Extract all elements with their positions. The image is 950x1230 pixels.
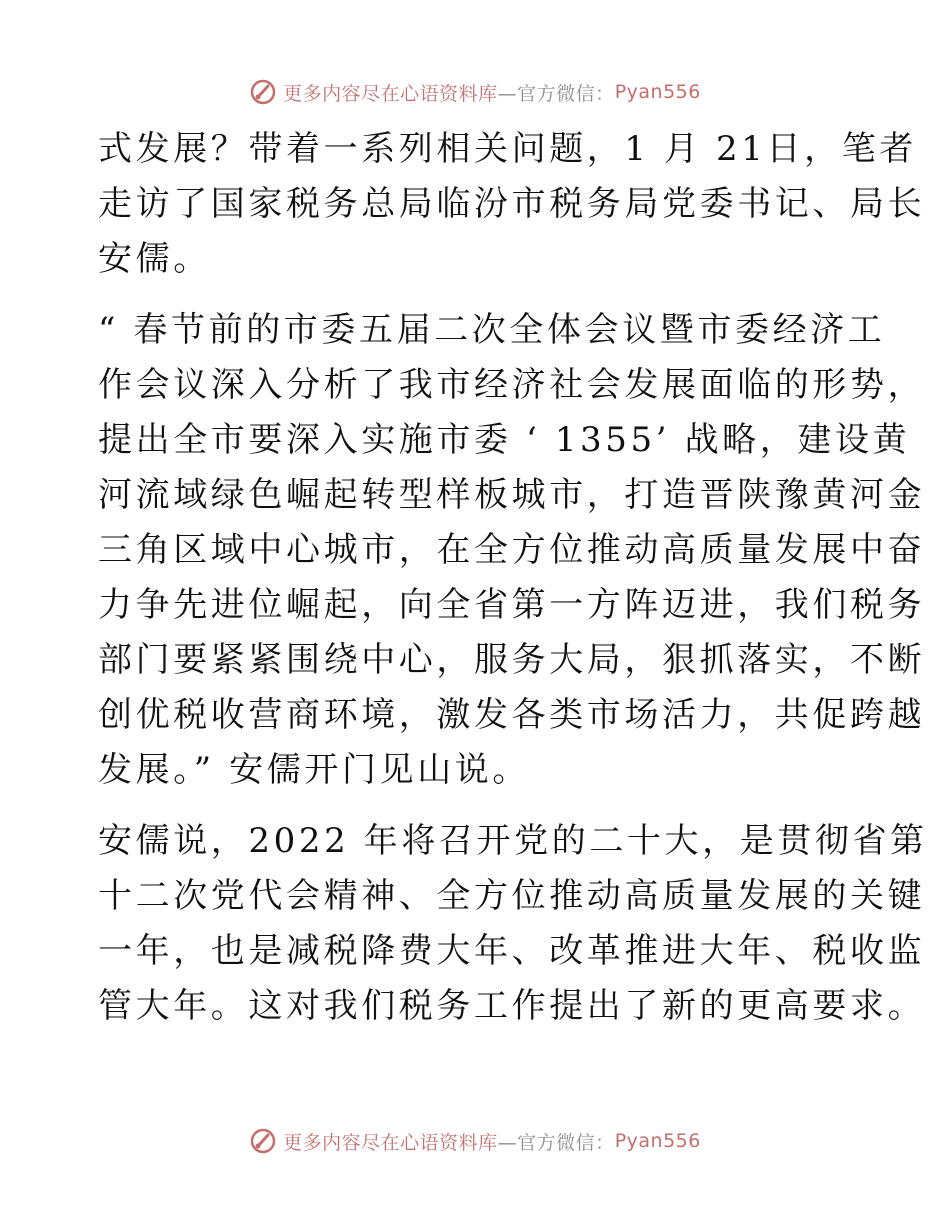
document-body (98, 122, 928, 1050)
text-line: 发展。” 安儒开门见山说。 (98, 750, 530, 790)
watermark-wechat-id: Pyan556 (614, 1130, 701, 1152)
text-line: 部门要紧紧围绕中心，服务大局，狠抓落实，不断 (98, 640, 926, 680)
watermark-subtitle: —官方微信： (497, 82, 615, 105)
text-line: 安儒说，2022 年将召开党的二十大，是贯彻省第 (98, 821, 928, 861)
paragraph-1 (98, 122, 926, 287)
text-line: 安儒。 (98, 239, 211, 279)
brush-circle-logo-icon (249, 78, 277, 106)
text-line: 作会议深入分析了我市经济社会发展面临的形势， (98, 365, 926, 405)
text-line: 力争先进位崛起，向全省第一方阵迈进，我们税务 (98, 585, 926, 625)
watermark-wechat-id: Pyan556 (614, 81, 701, 103)
text-line: 走访了国家税务总局临汾市税务局党委书记、局长 (98, 184, 926, 224)
text-line: “ 春节前的市委五届二次全体会议暨市委经济工 (98, 310, 886, 350)
text-line: 提出全市要深入实施市委 ‘ 1355’ 战略，建设黄 (98, 420, 911, 460)
text-line: 河流域绿色崛起转型样板城市，打造晋陕豫黄河金 (98, 475, 926, 515)
text-line: 创优税收营商环境，激发各类市场活力，共促跨越 (98, 695, 926, 735)
watermark-title: 更多内容尽在心语资料库 (283, 82, 498, 105)
watermark-header (0, 72, 950, 112)
paragraph-3 (98, 814, 928, 1034)
text-line: 式发展？带着一系列相关问题，1 月 21日，笔者 (98, 129, 917, 169)
watermark-title: 更多内容尽在心语资料库 (283, 1131, 498, 1154)
watermark-subtitle: —官方微信： (497, 1131, 615, 1154)
text-line: 一年，也是减税降费大年、改革推进大年、税收监 (98, 931, 926, 971)
brush-circle-logo-icon (249, 1127, 277, 1155)
text-line: 三角区域中心城市，在全方位推动高质量发展中奋 (98, 530, 926, 570)
watermark-footer (0, 1121, 950, 1161)
text-line: 十二次党代会精神、全方位推动高质量发展的关键 (98, 876, 926, 916)
text-line: 管大年。这对我们税务工作提出了新的更高要求。 (98, 986, 926, 1026)
paragraph-2 (98, 303, 926, 798)
